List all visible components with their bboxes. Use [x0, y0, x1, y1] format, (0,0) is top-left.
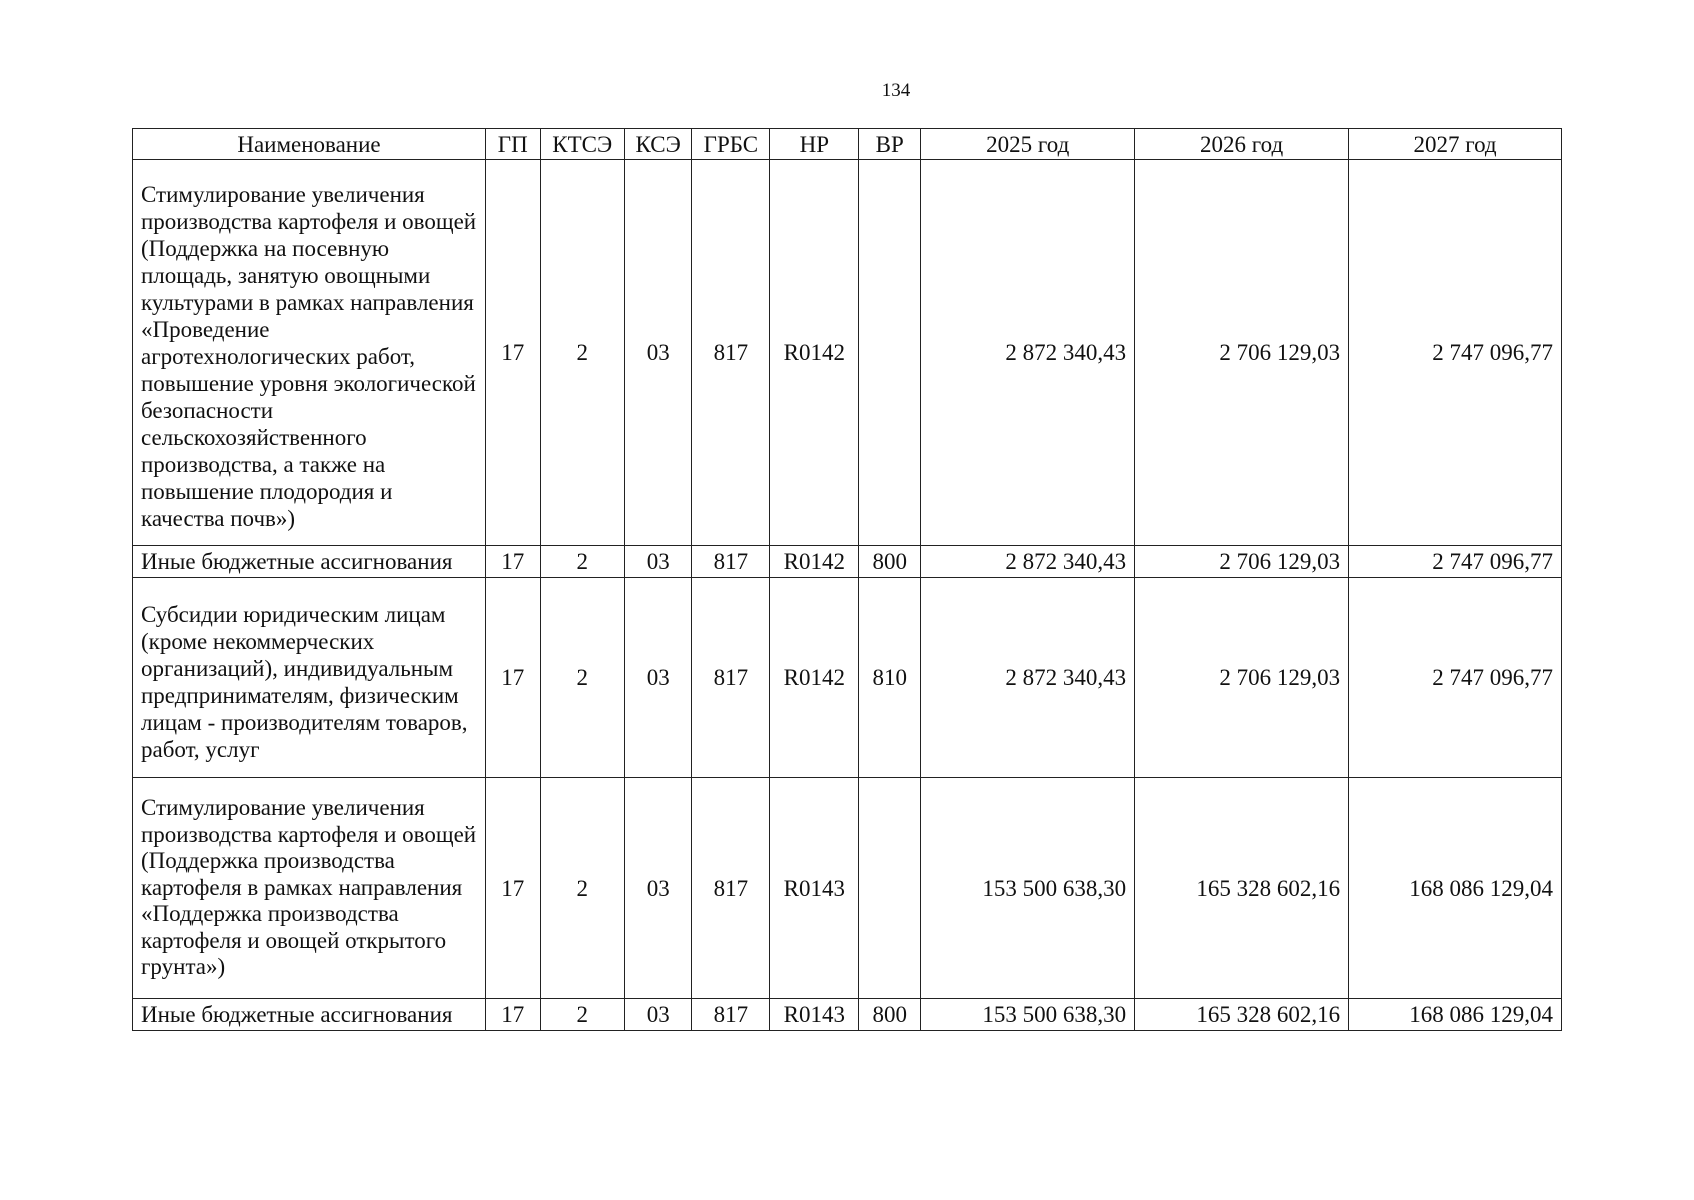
header-vr: ВР [859, 129, 921, 160]
cell-vr [859, 778, 921, 999]
cell-2026: 2 706 129,03 [1135, 160, 1349, 546]
cell-nr: R0142 [770, 546, 859, 578]
cell-kse: 03 [625, 778, 692, 999]
table-row [133, 778, 1562, 999]
cell-name: Стимулирование увеличения производства картофеля и овощей (Поддержка производства картофеля в рамках направления «Поддержка производства картофеля и овощей открытого грунта») [133, 778, 486, 999]
header-2026: 2026 год [1135, 129, 1349, 160]
cell-grbs: 817 [692, 999, 770, 1031]
header-gp: ГП [485, 129, 540, 160]
cell-gp: 17 [485, 160, 540, 546]
header-nr: НР [770, 129, 859, 160]
cell-2025: 2 872 340,43 [921, 160, 1135, 546]
cell-gp: 17 [485, 999, 540, 1031]
cell-kse: 03 [625, 546, 692, 578]
cell-gp: 17 [485, 778, 540, 999]
cell-vr: 800 [859, 999, 921, 1031]
cell-2027: 168 086 129,04 [1349, 778, 1562, 999]
cell-grbs: 817 [692, 778, 770, 999]
header-2027: 2027 год [1349, 129, 1562, 160]
header-kse: КСЭ [625, 129, 692, 160]
cell-kse: 03 [625, 160, 692, 546]
cell-2026: 165 328 602,16 [1135, 999, 1349, 1031]
cell-ktse: 2 [540, 160, 624, 546]
table-row [133, 999, 1562, 1031]
header-ktse: КТСЭ [540, 129, 624, 160]
cell-2026: 165 328 602,16 [1135, 778, 1349, 999]
cell-name: Субсидии юридическим лицам (кроме некоммерческих организаций), индивидуальным предпринимателям, физическим лицам - производителям товаров, работ, услуг [133, 578, 486, 778]
cell-gp: 17 [485, 578, 540, 778]
cell-ktse: 2 [540, 578, 624, 778]
cell-2027: 2 747 096,77 [1349, 546, 1562, 578]
cell-ktse: 2 [540, 546, 624, 578]
cell-2025: 2 872 340,43 [921, 578, 1135, 778]
page-number: 134 [881, 80, 911, 101]
cell-2025: 2 872 340,43 [921, 546, 1135, 578]
cell-2027: 2 747 096,77 [1349, 160, 1562, 546]
cell-2025: 153 500 638,30 [921, 778, 1135, 999]
cell-kse: 03 [625, 578, 692, 778]
cell-nr: R0143 [770, 999, 859, 1031]
cell-2026: 2 706 129,03 [1135, 546, 1349, 578]
cell-2027: 168 086 129,04 [1349, 999, 1562, 1031]
header-2025: 2025 год [921, 129, 1135, 160]
cell-grbs: 817 [692, 578, 770, 778]
table-header-row [133, 129, 1562, 160]
cell-gp: 17 [485, 546, 540, 578]
cell-ktse: 2 [540, 999, 624, 1031]
header-name: Наименование [133, 129, 486, 160]
cell-nr: R0142 [770, 160, 859, 546]
cell-2026: 2 706 129,03 [1135, 578, 1349, 778]
cell-ktse: 2 [540, 778, 624, 999]
cell-kse: 03 [625, 999, 692, 1031]
cell-2025: 153 500 638,30 [921, 999, 1135, 1031]
cell-vr [859, 160, 921, 546]
cell-grbs: 817 [692, 160, 770, 546]
table-row [133, 160, 1562, 546]
cell-nr: R0142 [770, 578, 859, 778]
cell-vr: 800 [859, 546, 921, 578]
cell-name: Стимулирование увеличения производства картофеля и овощей (Поддержка на посевную площадь, занятую овощными культурами в рамках направления «Проведение агротехнологических работ, повышение уровня экологической безопасности сельскохозяйственного производства, а также на повышение плодородия и качества почв») [133, 160, 486, 546]
budget-table [132, 128, 1562, 1031]
cell-2027: 2 747 096,77 [1349, 578, 1562, 778]
table-row [133, 546, 1562, 578]
cell-nr: R0143 [770, 778, 859, 999]
table-row [133, 578, 1562, 778]
cell-grbs: 817 [692, 546, 770, 578]
cell-name: Иные бюджетные ассигнования [133, 999, 486, 1031]
header-grbs: ГРБС [692, 129, 770, 160]
cell-name: Иные бюджетные ассигнования [133, 546, 486, 578]
cell-vr: 810 [859, 578, 921, 778]
